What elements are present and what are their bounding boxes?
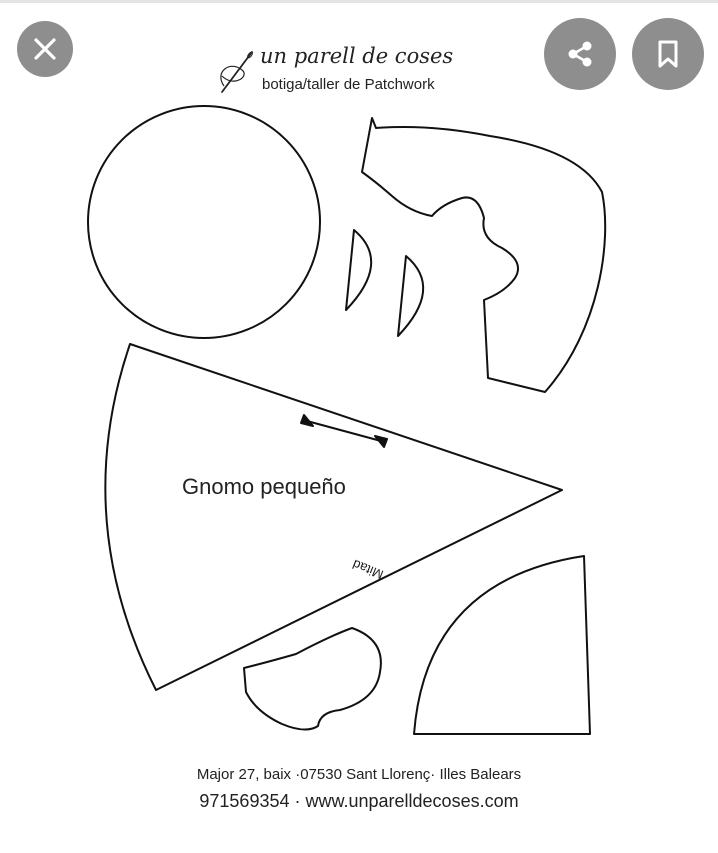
- fold-label: Mitad: [350, 556, 386, 583]
- circle-piece: [88, 106, 320, 338]
- brand-name: un parell de coses: [260, 44, 454, 68]
- nose-piece: [244, 628, 381, 730]
- brand-tagline: botiga/taller de Patchwork: [262, 76, 435, 93]
- ear-piece-left: [346, 230, 371, 310]
- beard-piece: [362, 118, 605, 392]
- shop-address: Major 27, baix ·07530 Sant Llorenç· Illes Balears: [196, 766, 522, 783]
- shop-contact: 971569354 · www.unparelldecoses.com: [199, 791, 519, 811]
- piece-label: Gnomo pequeño: [182, 474, 346, 499]
- ear-piece-right: [398, 256, 423, 336]
- hat-piece: [105, 344, 562, 690]
- quarter-piece: [414, 556, 590, 734]
